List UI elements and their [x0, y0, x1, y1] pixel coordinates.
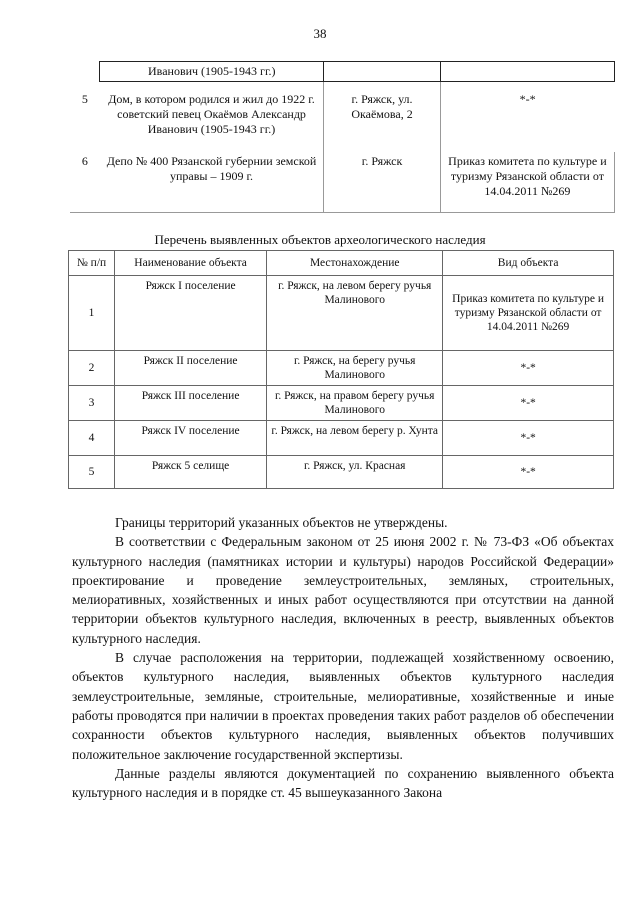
column-header-location: Местонахождение	[267, 251, 443, 276]
object-name: Ряжск 5 селище	[114, 456, 266, 489]
object-location: г. Ряжск, ул. Окаёмова, 2	[324, 82, 441, 152]
object-type: *-*	[443, 421, 614, 456]
row-number	[70, 62, 100, 82]
object-document: Приказ комитета по культуре и туризму Рязанской области от 14.04.2011 №269	[440, 152, 614, 213]
object-document	[440, 62, 614, 82]
row-number: 5	[81, 91, 88, 106]
object-name: Ряжск II поселение	[114, 351, 266, 386]
object-type: *-*	[443, 351, 614, 386]
row-number: 6	[70, 152, 100, 213]
object-location: г. Ряжск, на левом берегу р. Хунта	[267, 421, 443, 456]
object-name: Ряжск I поселение	[114, 276, 266, 351]
object-name: Ряжск IV поселение	[114, 421, 266, 456]
object-location: г. Ряжск	[324, 152, 441, 213]
table-row	[69, 386, 614, 421]
heritage-objects-table-continued	[70, 61, 615, 213]
object-name: Дом, в котором родился и жил до 1922 г. советский певец Окаёмов Александр Иванович (1905-1943 гг.)	[108, 92, 315, 136]
table-row	[69, 276, 614, 351]
row-number: 3	[69, 386, 115, 421]
object-location	[324, 62, 441, 82]
column-header-name: Наименование объекта	[114, 251, 266, 276]
table-row	[70, 62, 615, 82]
object-type: *-*	[443, 456, 614, 489]
table-row	[69, 421, 614, 456]
row-number: 4	[69, 421, 115, 456]
section-title: Перечень выявленных объектов археологического наследия	[154, 232, 486, 247]
object-type: Приказ комитета по культуре и туризму Рязанской области от 14.04.2011 №269	[443, 276, 614, 351]
paragraph: Границы территорий указанных объектов не утверждены.	[115, 515, 448, 530]
table-row	[70, 152, 615, 213]
object-location: г. Ряжск, на левом берегу ручья Малинового	[267, 276, 443, 351]
object-name: Иванович (1905-1943 гг.)	[100, 62, 324, 82]
table-row	[69, 456, 614, 489]
row-number: 1	[69, 276, 115, 351]
object-location: г. Ряжск, на правом берегу ручья Малинового	[267, 386, 443, 421]
paragraph: В соответствии с Федеральным законом от 25 июня 2002 г. № 73-ФЗ «Об объектах культурного наследия (памятниках истории и культуры) народов Российской Федерации» проектирование и проведение землеустроительных, земляных, строительных, мелиоративных, хозяйственных и иных работ осуществляются при отсутствии на данной территории объектов культурного наследия, включенных в реестр, выявленных объектов культурного наследия.	[72, 534, 614, 646]
body-text	[72, 513, 614, 802]
object-name: Депо № 400 Рязанской губернии земской управы – 1909 г.	[100, 152, 324, 213]
object-type: *-*	[443, 386, 614, 421]
object-location: г. Ряжск, на берегу ручья Малинового	[267, 351, 443, 386]
paragraph: В случае расположения на территории, подлежащей хозяйственному освоению, объектов культурного наследия, выявленных объектов культурного наследия землеустроительные, земляные, строительные, мелиоративные, хозяйственные и иные работы проводятся при наличии в проектах проведения таких работ разделов об обеспечении сохранности объектов культурного наследия, выявленных объектов получивших положительное заключение государственной экспертизы.	[72, 650, 614, 762]
row-number: 5	[69, 456, 115, 489]
row-number: 2	[69, 351, 115, 386]
table-header-row	[69, 251, 614, 276]
object-document: *-*	[519, 92, 536, 106]
table-row	[70, 82, 615, 152]
object-location: г. Ряжск, ул. Красная	[267, 456, 443, 489]
column-header-number: № п/п	[69, 251, 115, 276]
table-row	[69, 351, 614, 386]
archaeological-heritage-table	[68, 250, 614, 489]
page-number: 38	[313, 26, 327, 41]
paragraph: Данные разделы являются документацией по сохранению выявленного объекта культурного наследия и в порядке ст. 45 вышеуказанного Закона	[72, 765, 614, 801]
column-header-type: Вид объекта	[443, 251, 614, 276]
object-name: Ряжск III поселение	[114, 386, 266, 421]
